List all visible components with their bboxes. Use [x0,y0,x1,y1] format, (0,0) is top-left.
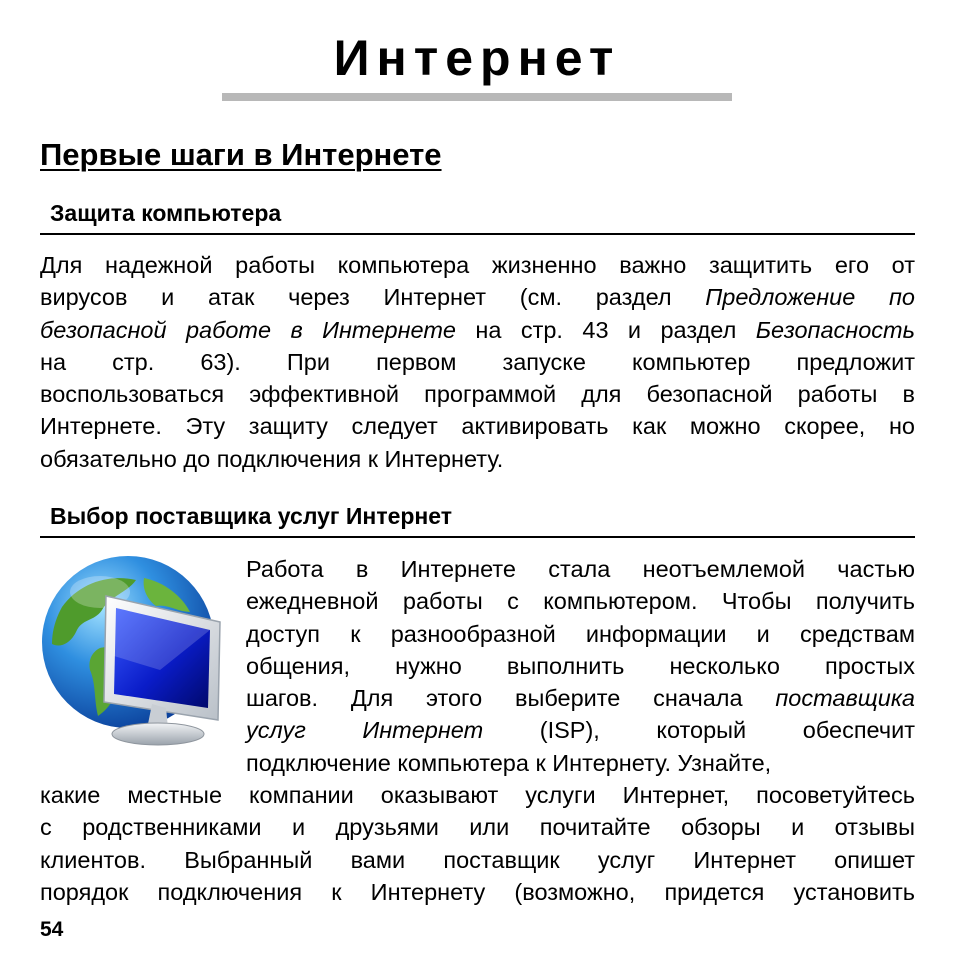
paragraph-protection [40,249,915,475]
text-line: клиентов. Выбранный вами поставщик услуг Интернет опишет [40,846,915,873]
italic-reference: Безопасность [755,316,915,343]
page-title: Интернет [333,30,621,86]
text-line: шагов. Для этого выберите сначала поставщика [246,685,915,712]
text-line: подключение компьютера к Интернету. Узнайте, [246,749,772,776]
italic-reference: поставщика [775,685,915,712]
text-line: Работа в Интернете стала неотъемлемой частью [246,556,915,582]
italic-reference: Предложение по [705,284,915,311]
paragraph-isp-beside-image [246,553,915,779]
text-line: порядок подключения к Интернету (возможно, придется установить [40,878,915,905]
text-line: Для надежной работы компьютера жизненно важно защитить его от [40,252,915,278]
text-line: ежедневной работы с компьютером. Чтобы получить [246,588,915,615]
text-line: какие местные компании оказывают услуги Интернет, посоветуйтесь [40,782,915,808]
text-line: общения, нужно выполнить несколько простых [246,652,915,679]
text-line: вирусов и атак через Интернет (см. раздел Предложение по [40,284,915,311]
subsection-divider-isp [40,536,915,538]
subsection-heading-isp: Выбор поставщика услуг Интернет [50,503,453,529]
paragraph-isp-full-width [40,779,915,908]
italic-reference: безопасной работе в Интернете [40,316,456,343]
section-heading: Первые шаги в Интернете [40,137,442,172]
text-line: с родственниками и друзьями или почитайте обзоры и отзывы [40,814,915,841]
text-line: Интернете. Эту защиту следует активировать как можно скорее, но [40,413,915,440]
text-line: безопасной работе в Интернете на стр. 43 и раздел Безопасность [40,316,915,343]
text-line: воспользоваться эффективной программой для безопасной работы в [40,381,915,408]
title-divider [222,93,732,101]
text-line: услуг Интернет (ISP), который обеспечит [246,717,915,744]
text-line: обязательно до подключения к Интернету. [40,445,504,472]
subsection-heading-protection: Защита компьютера [50,200,282,226]
text-line: доступ к разнообразной информации и средствам [246,620,915,647]
text-line: на стр. 63). При первом запуске компьютер предложит [40,348,915,375]
italic-reference: услуг Интернет [246,717,484,744]
subsection-divider-protection [40,233,915,235]
page-number: 54 [40,918,64,941]
globe-monitor-icon [40,552,230,750]
